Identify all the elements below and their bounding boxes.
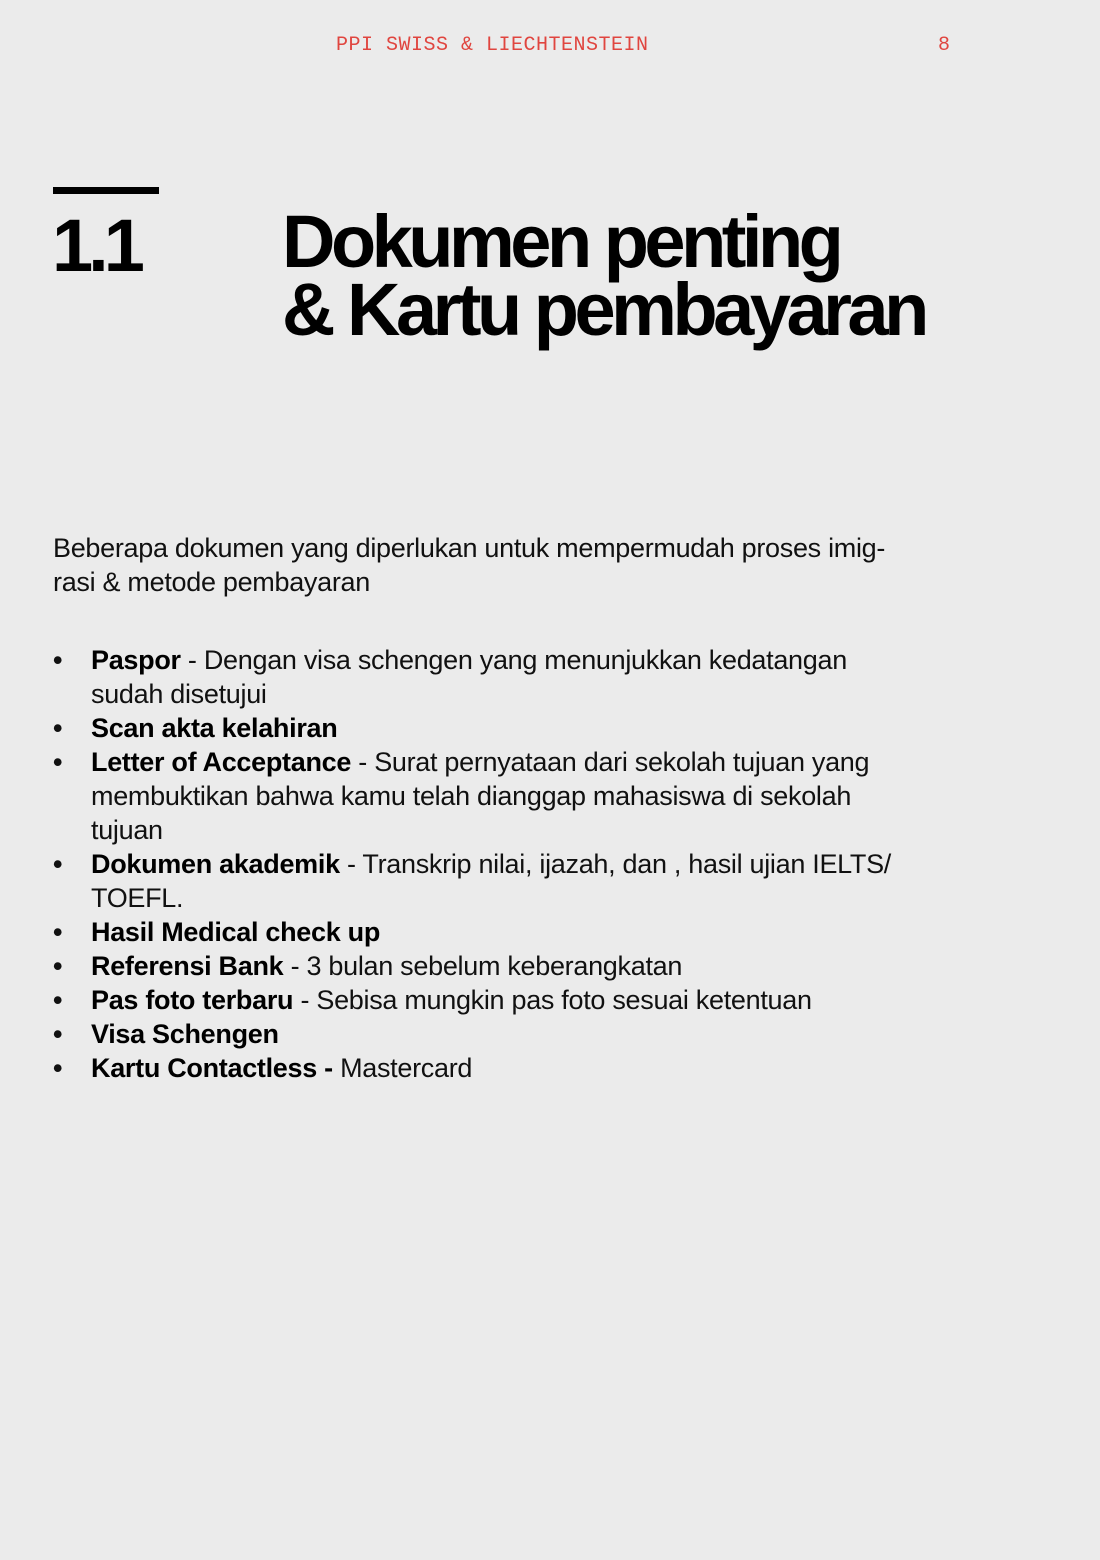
item-name: Dokumen akademik xyxy=(91,849,340,879)
bullet-icon: • xyxy=(53,713,63,743)
running-head: PPI SWISS & LIECHTENSTEIN xyxy=(336,34,649,57)
item-name: Pas foto terbaru xyxy=(91,985,294,1015)
list-item xyxy=(53,1017,973,1051)
item-line xyxy=(91,711,973,745)
item-name: Paspor xyxy=(91,645,181,675)
item-detail: Sebisa mungkin pas foto sesuai ketentuan xyxy=(316,985,812,1015)
intro-paragraph xyxy=(53,531,973,599)
page-title-line-2: & Kartu pembayaran xyxy=(282,268,925,351)
item-line xyxy=(91,1051,973,1085)
list-item xyxy=(53,915,973,949)
item-line: Letter of Acceptance - Surat pernyataan dari sekolah tujuan yang xyxy=(91,747,870,777)
bullet-icon: • xyxy=(53,849,63,879)
list-item xyxy=(53,745,973,847)
item-name: Referensi Bank xyxy=(91,951,284,981)
item-line: Pas foto terbaru - Sebisa mungkin pas foto sesuai ketentuan xyxy=(91,985,812,1015)
intro-line-1: Beberapa dokumen yang diperlukan untuk mempermudah proses imig- xyxy=(53,533,886,563)
intro-line-2: rasi & metode pembayaran xyxy=(53,567,370,597)
item-name: Visa Schengen xyxy=(91,1019,279,1049)
bullet-icon: • xyxy=(53,1019,63,1049)
item-line xyxy=(91,915,973,949)
bullet-icon: • xyxy=(53,747,63,777)
document-list xyxy=(53,643,973,1085)
item-line: Paspor - Dengan visa schengen yang menunjukkan kedatangan xyxy=(91,645,847,675)
item-name: Letter of Acceptance xyxy=(91,747,352,777)
item-detail: Dengan visa schengen yang menunjukkan kedatangan xyxy=(203,645,847,675)
list-item xyxy=(53,643,973,711)
list-item xyxy=(53,983,973,1017)
list-item xyxy=(53,949,973,983)
item-detail: sudah disetujui xyxy=(91,679,267,709)
bullet-icon: • xyxy=(53,951,63,981)
item-line: Dokumen akademik - Transkrip nilai, ijazah, dan , hasil ujian IELTS/ xyxy=(91,849,891,879)
item-name: Hasil Medical check up xyxy=(91,917,381,947)
page-number: 8 xyxy=(938,34,951,57)
item-detail: 3 bulan sebelum keberangkatan xyxy=(306,951,683,981)
item-detail: membuktikan bahwa kamu telah dianggap mahasiswa di sekolah xyxy=(91,781,852,811)
section-rule xyxy=(53,187,159,194)
list-item xyxy=(53,847,973,915)
item-detail: Surat pernyataan dari sekolah tujuan yang xyxy=(374,747,870,777)
item-name: Scan akta kelahiran xyxy=(91,713,338,743)
item-detail: tujuan xyxy=(91,815,163,845)
list-item xyxy=(53,711,973,745)
item-detail: Transkrip nilai, ijazah, dan , hasil ujian IELTS/ xyxy=(362,849,891,879)
item-detail: Mastercard xyxy=(340,1053,473,1083)
item-line xyxy=(91,1017,973,1051)
item-detail: TOEFL. xyxy=(91,883,184,913)
page-title xyxy=(282,200,1082,351)
bullet-icon: • xyxy=(53,1053,63,1083)
section-number: 1.1 xyxy=(52,204,140,287)
page-title-line-1: Dokumen penting xyxy=(282,200,840,283)
item-name: Kartu Contactless - xyxy=(91,1053,333,1083)
bullet-icon: • xyxy=(53,917,63,947)
bullet-icon: • xyxy=(53,985,63,1015)
item-line: Referensi Bank - 3 bulan sebelum keberangkatan xyxy=(91,951,683,981)
bullet-icon: • xyxy=(53,645,63,675)
list-item xyxy=(53,1051,973,1085)
